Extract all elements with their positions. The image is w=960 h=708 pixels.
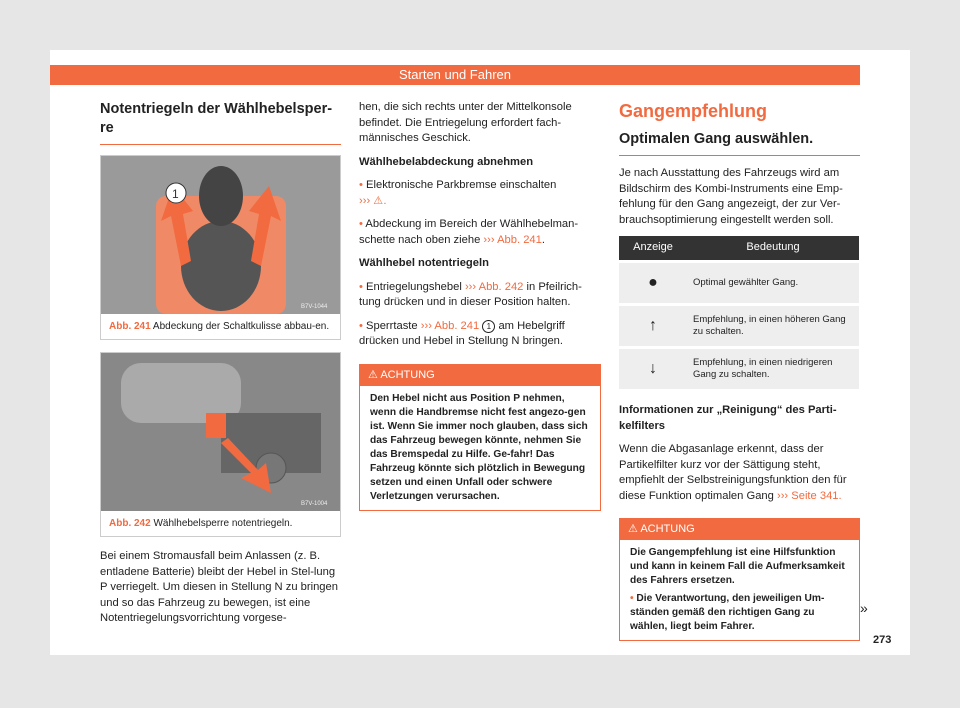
caption-text: Wählhebelsperre notentriegeln. [153,518,293,529]
column-2 [359,100,601,511]
figure-label: Abb. 241 [109,321,151,332]
section-header: Starten und Fahren [50,65,860,85]
reference-link[interactable]: ››› Abb. 242 [464,280,524,293]
arrow-down-icon: ↓ [619,348,687,390]
warning-box [359,364,601,511]
release-lever-image [101,353,340,511]
figure-label: Abb. 242 [109,518,151,529]
warning-text: Die Gangempfehlung ist eine Hilfsfunktion und kann in keinem Fall die Aufmerksamkeit des Fahrers ersetzen. • Die Verantwortung, den jeweiligen Um-ständen gemäß den richtigen Gang zu wählen, liegt beim Fahrer. [620,540,859,640]
paragraph: Wenn die Abgasanlage erkennt, dass der Partikelfilter kurz vor der Sättigung steht, empfiehlt der Selbstreinigungsfunktion den für diese Funktion optimalen Gang ››› Seite 341. [619,443,847,502]
warning-header: ⚠ ACHTUNG [360,365,600,386]
arrow-up-icon: ↑ [619,305,687,348]
table-header: Bedeutung [687,236,859,262]
image-code: B7V-1004 [301,501,328,507]
warning-text: Den Hebel nicht aus Position P nehmen, wenn die Handbremse nicht fest angezo-gen ist. Wenn Sie immer noch glauben, dass sich das Fahrzeug bewegen könnte, nehmen Sie das Bremspedal zu Hilfe. Ge-fahr! Das Fahrzeug könnte sich plötzlich in Bewegung setzen und einen Unfall oder schwere Verletzungen verursachen. [370,392,588,502]
figure-242 [100,352,341,537]
figure-241 [100,155,341,340]
figure-caption [101,511,340,536]
reference-link[interactable]: ››› Abb. 241 [483,233,542,246]
bullet-item: • Sperrtaste ››› Abb. 241 1 am Hebelgriff drücken und Hebel in Stellung N bringen. [359,319,601,350]
subheading: Wählhebelabdeckung abnehmen [359,155,534,168]
reference-link[interactable]: ››› Abb. 241 [420,319,480,332]
bullet-item: • Abdeckung im Bereich der Wählhebelman-schette nach oben ziehe ››› Abb. 241. [359,217,601,248]
table-row: ↑ Empfehlung, in einen höheren Gang zu schalten. [619,305,859,348]
warning-box [619,518,860,641]
reference-link[interactable]: ››› Seite 341. [776,489,842,502]
gear-table [619,236,859,389]
paragraph: Bei einem Stromausfall beim Anlassen (z. B. entladene Batterie) bleibt der Hebel in Stel-lung P verriegelt. Um diesen in Stellung N zu bringen und so das Fahrzeug zu bewegen, ist eine Notentriegelungsvorrichtung vorgese- [100,550,338,624]
table-row: ● Optimal gewählter Gang. [619,262,859,305]
page-number: 273 [873,634,892,646]
paragraph: Je nach Ausstattung des Fahrzeugs wird am Bildschirm des Kombi-Instruments eine Emp-fehlung für den Gang angezeigt, der zur Ver-brauchsoptimierung eingestellt werden soll. [619,167,843,226]
section-heading: Optimalen Gang auswählen. [619,130,860,156]
image-code: B7V-1044 [301,304,328,310]
dot-icon: ● [619,262,687,305]
figure-caption [101,314,340,339]
callout-number: 1 [482,320,495,333]
column-3 [619,100,860,641]
gear-lever-illustration [101,156,340,314]
subheading: Wählhebel notentriegeln [359,257,489,269]
continued-icon: » [860,600,868,616]
callout-1: 1 [172,187,179,201]
release-lever-illustration [101,353,340,511]
paragraph: hen, die sich rechts unter der Mittelkonsole befindet. Die Entriegelung erfordert fach-männisches Geschick. [359,101,572,144]
page-title: Gangempfehlung [619,101,767,121]
gear-lever-image [101,156,340,314]
section-heading: Notentriegeln der Wählhebelsper-re [100,100,341,145]
bullet-item: • Entriegelungshebel ››› Abb. 242 in Pfeilrich-tung drücken und in dieser Position halten. [359,280,601,311]
caption-text: Abdeckung der Schaltkulisse abbau-en. [152,321,330,332]
table-row: ↓ Empfehlung, in einen niedrigeren Gang zu schalten. [619,348,859,390]
warning-header: ⚠ ACHTUNG [620,519,859,540]
bullet-item: • Elektronische Parkbremse einschalten ››› ⚠. [359,178,601,209]
table-header: Anzeige [619,236,687,262]
column-1 [100,100,341,635]
reference-link[interactable]: ››› ⚠. [359,194,387,207]
subheading: Informationen zur „Reinigung“ des Parti-kelfilters [619,404,837,432]
